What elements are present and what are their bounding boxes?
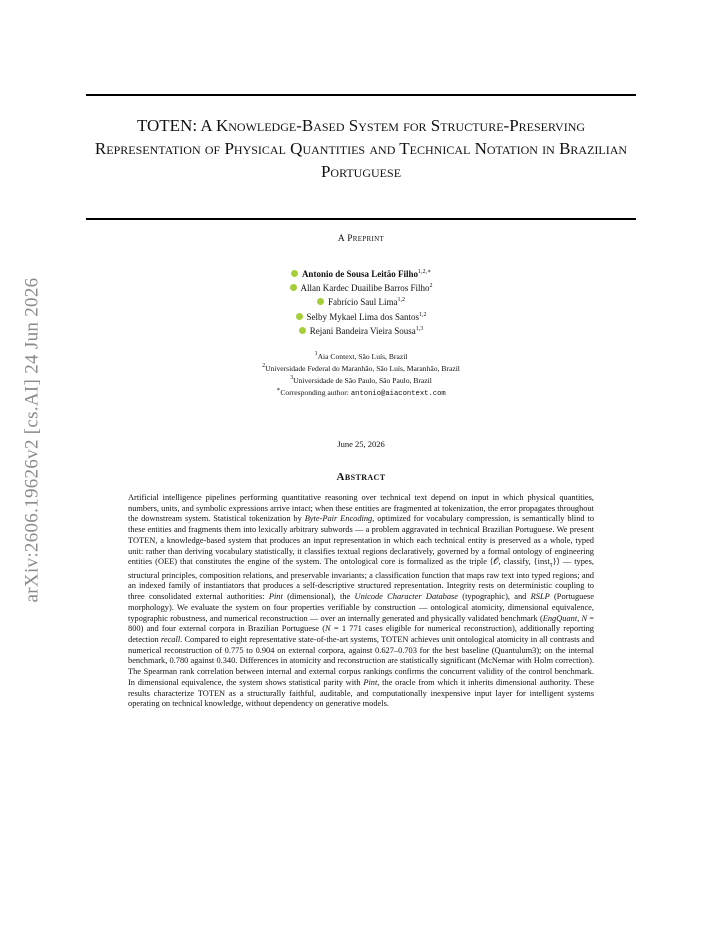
affiliation-sup: 3 (290, 375, 294, 381)
abstract-text: . Compared to eight representative state-of-the-art systems, TOTEN achieves unit ontological atomicity in all contrasts and numerical reconstruction of 0.775 to 0.904 on external corpora, against 0.627–0.703 for the best baseline (Quantulum3); on the internal benchmark, 0.780 against 0.340. Differences in atomicity and reconstruction are statistically significant (McNemar with Holm correction). The Spearman rank correlation between internal and external corpus rankings confirms the concurrent validity of the control benchmark. In dimensional equivalence, the system shows statistical parity with (128, 635, 595, 687)
abstract-emphasis: Byte-Pair Encoding (304, 514, 373, 524)
corresponding-label: Corresponding author: (280, 388, 351, 397)
orcid-icon[interactable] (296, 313, 303, 320)
author-name: Antonio de Sousa Leitão Filho (301, 269, 418, 279)
orcid-icon[interactable] (291, 270, 298, 277)
affiliation-entry (86, 375, 636, 387)
abstract-emphasis: recall (160, 635, 181, 645)
orcid-icon[interactable] (317, 298, 324, 305)
author-affil-sup: 1,2 (419, 311, 427, 318)
title-rule-top (86, 94, 636, 96)
affiliation-entry (86, 363, 636, 375)
corresponding-sup: ∗ (276, 387, 281, 393)
abstract-emphasis: EngQuant (542, 613, 578, 623)
author-name: Fabrício Saul Lima (328, 297, 398, 308)
paper-date: June 25, 2026 (337, 439, 385, 449)
abstract-emphasis: Unicode Character Database (354, 592, 459, 602)
abstract-text: = 1 771 cases eligible for numerical reconstruction), additionally reporting detection (128, 624, 594, 645)
title-rule-bottom (86, 218, 636, 220)
author-name: Allan Kardec Duailibe Barros Filho (300, 283, 430, 294)
affiliation-text: Aia Context, São Luís, Brazil (317, 352, 408, 361)
orcid-icon[interactable] (290, 284, 297, 291)
author-list (86, 267, 636, 338)
abstract-math: N (325, 624, 331, 634)
author-affil-sup: 1,3 (415, 325, 424, 332)
orcid-icon[interactable] (299, 327, 306, 334)
abstract-text: = 800) and four external corpora in Brazilian Portuguese ( (128, 613, 595, 634)
arxiv-identifier-text: arXiv:2606.19626v2 [cs.AI] 24 Jun 2026 (21, 277, 42, 603)
abstract-heading: Abstract (336, 471, 386, 483)
affiliation-text: Universidade Federal do Maranhão, São Luís, Maranhão, Brazil (265, 364, 460, 373)
abstract-emphasis: RSLP (530, 592, 550, 602)
abstract-text: , the oracle from which it inherits dimensional authority. These results characterize TOTEN as a structurally faithful, auditable, and computationally inexpensive input layer for intelligent systems operating on technical knowledge, without dependency on generative models. (128, 677, 594, 709)
author-affil-sup: 1,2,∗ (417, 269, 432, 275)
author-entry (86, 324, 636, 338)
arxiv-identifier-vertical (14, 262, 50, 618)
affiliation-text: Universidade de São Paulo, São Paulo, Brazil (293, 376, 432, 385)
abstract-text: (dimensional), the (282, 592, 355, 602)
abstract-emphasis: Pint (268, 592, 283, 602)
abstract-text: }⟩ — types, structural principles, composition relations, and preservable invariants; a classification function that maps raw text into typed regions; and an indexed family of instantiators that produces a self-descriptive structured representation. Integrity rests on deterministic coupling to three consolidated external authorities: (128, 557, 595, 602)
abstract-body (128, 493, 594, 710)
abstract-text: Artificial intelligence pipelines performing quantitative reasoning over technical text depend on input in which physical quantities, numbers, units, and symbolic expressions arrive intact; when these entities are fragmented at tokenization, the error propagates throughout the downstream system. Statistical tokenization by (128, 493, 594, 524)
author-entry (86, 295, 636, 309)
abstract-subscript: τ (549, 560, 553, 569)
author-name: Selby Mykael Lima dos Santos (306, 311, 419, 322)
abstract-math: N (581, 613, 588, 623)
abstract-text: , optimized for vocabulary compression, is semantically blind to these entities and fragments them into lexically arbitrary subwords — a problem aggravated in technical Brazilian Portuguese. We present TOTEN, a knowledge-based system that produces an input representation in which each technical entity is preserved as a whole, typed unit: rather than deriving vocabulary statistically, it classifies textual regions declaratively, governed by a formal ontology of engineering entities (OEE) that constitutes the engine of the system. The ontological core is formalized as the triple ⟨𝒪, classify, {inst (128, 514, 595, 567)
affiliation-list (86, 351, 636, 400)
corresponding-author (86, 387, 636, 400)
abstract-text: (Portuguese morphology). We evaluate the system on four properties verifiable by construction — ontological atomicity, dimensional equivalence, typographic robustness, and numerical reconstruction — over an internally generated and physically validated benchmark ( (128, 592, 595, 623)
affiliation-sup: 2 (262, 363, 266, 369)
author-affil-sup: 2 (429, 283, 433, 290)
author-entry (86, 310, 636, 324)
paper-title: TOTEN: A Knowledge-Based System for Structure-Preserving Representation of Physical Quantities and Technical Notation in Brazilian Portuguese (94, 116, 628, 181)
author-entry (86, 281, 636, 295)
author-name: Rejani Bandeira Vieira Sousa (309, 325, 416, 336)
abstract-emphasis: Pint (363, 677, 378, 687)
corresponding-email[interactable]: antonio@aiacontext.com (350, 390, 446, 398)
abstract-text: , (577, 613, 582, 623)
author-entry (86, 267, 636, 281)
affiliation-sup: 1 (314, 351, 318, 357)
abstract-text: (typographic), and (458, 592, 531, 602)
affiliation-entry (86, 351, 636, 363)
author-affil-sup: 1,2 (397, 297, 405, 304)
preprint-label: A Preprint (337, 234, 385, 244)
